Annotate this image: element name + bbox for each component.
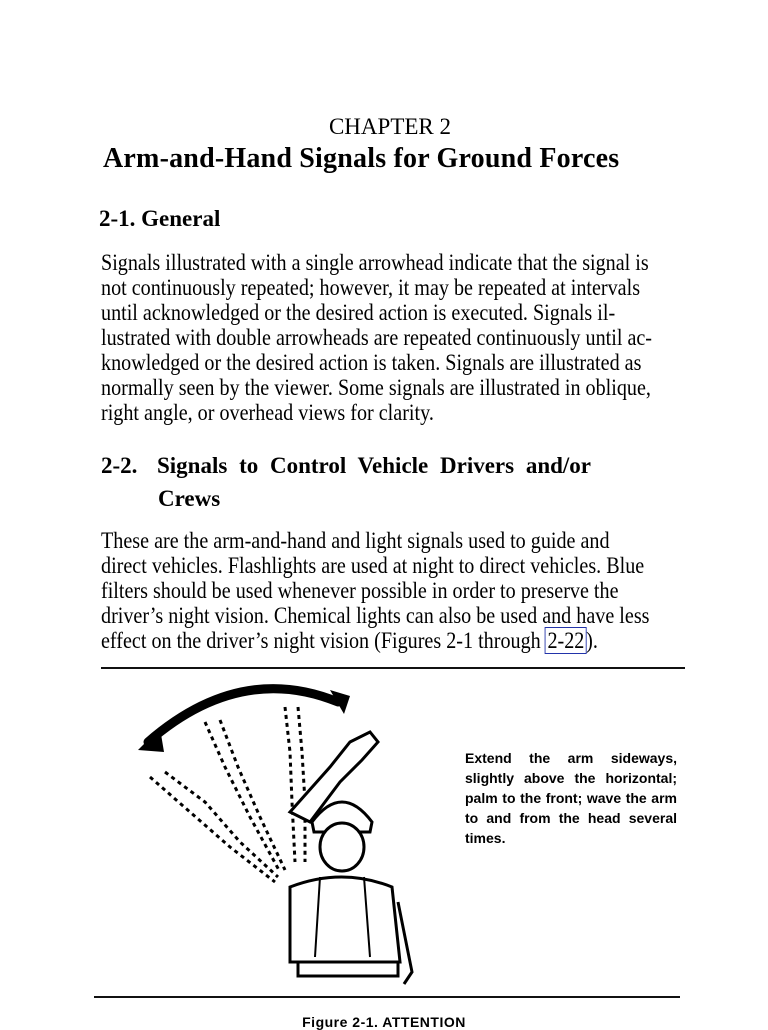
arm-motion-ghosts	[150, 707, 305, 882]
section-heading-text: Signals to Control Vehicle Drivers and/or	[157, 453, 592, 478]
paragraph-line: filters should be used whenever possible in order to preserve the	[101, 578, 619, 603]
figure-reference-link[interactable]: 2-22	[545, 627, 587, 654]
paragraph-line: driver’s night vision. Chemical lights can also be used and have less	[101, 603, 650, 628]
section-heading-vehicle-signals	[101, 453, 661, 479]
paragraph-line: direct vehicles. Flashlights are used at night to direct vehicles. Blue	[101, 553, 645, 578]
paragraph-line: lustrated with double arrowheads are repeated continuously until ac-	[101, 325, 653, 350]
paragraph-line: knowledged or the desired action is taken. Signals are illustrated as	[101, 350, 642, 375]
motion-arc	[148, 689, 338, 742]
chapter-label: CHAPTER 2	[328, 114, 452, 139]
text-run: ).	[586, 628, 598, 653]
paragraph-line: right angle, or overhead views for clarity.	[101, 400, 434, 425]
section-heading-general: 2-1. General	[99, 206, 221, 231]
figure-top-rule	[101, 667, 685, 669]
paragraph-vehicle-signals	[101, 528, 650, 653]
text-run: effect on the driver’s night vision (Figures 2-1 through	[101, 628, 546, 653]
section-heading-continuation: Crews	[158, 486, 221, 511]
paragraph-line: not continuously repeated; however, it may be repeated at intervals	[101, 275, 641, 300]
soldier-signal-illustration	[130, 672, 440, 992]
torso	[290, 877, 400, 962]
paragraph-line: These are the arm-and-hand and light signals used to guide and	[101, 528, 610, 553]
section-number: 2-2.	[101, 453, 138, 478]
figure-bottom-rule	[94, 996, 680, 998]
paragraph-line: Signals illustrated with a single arrowhead indicate that the signal is	[101, 250, 649, 275]
paragraph-general	[101, 250, 653, 425]
head	[320, 823, 364, 871]
figure-caption: Extend the arm sideways, slightly above the horizontal; palm to the front; wave the arm to and from the head several times.	[465, 750, 677, 846]
chapter-title: Arm-and-Hand Signals for Ground Forces	[103, 143, 620, 174]
figure-label: Figure 2-1. ATTENTION	[302, 1014, 466, 1030]
paragraph-line-last	[101, 628, 626, 653]
paragraph-line: until acknowledged or the desired action is executed. Signals il-	[101, 300, 616, 325]
paragraph-line: normally seen by the viewer. Some signals are illustrated in oblique,	[101, 375, 651, 400]
arrowhead-left	[138, 728, 164, 752]
